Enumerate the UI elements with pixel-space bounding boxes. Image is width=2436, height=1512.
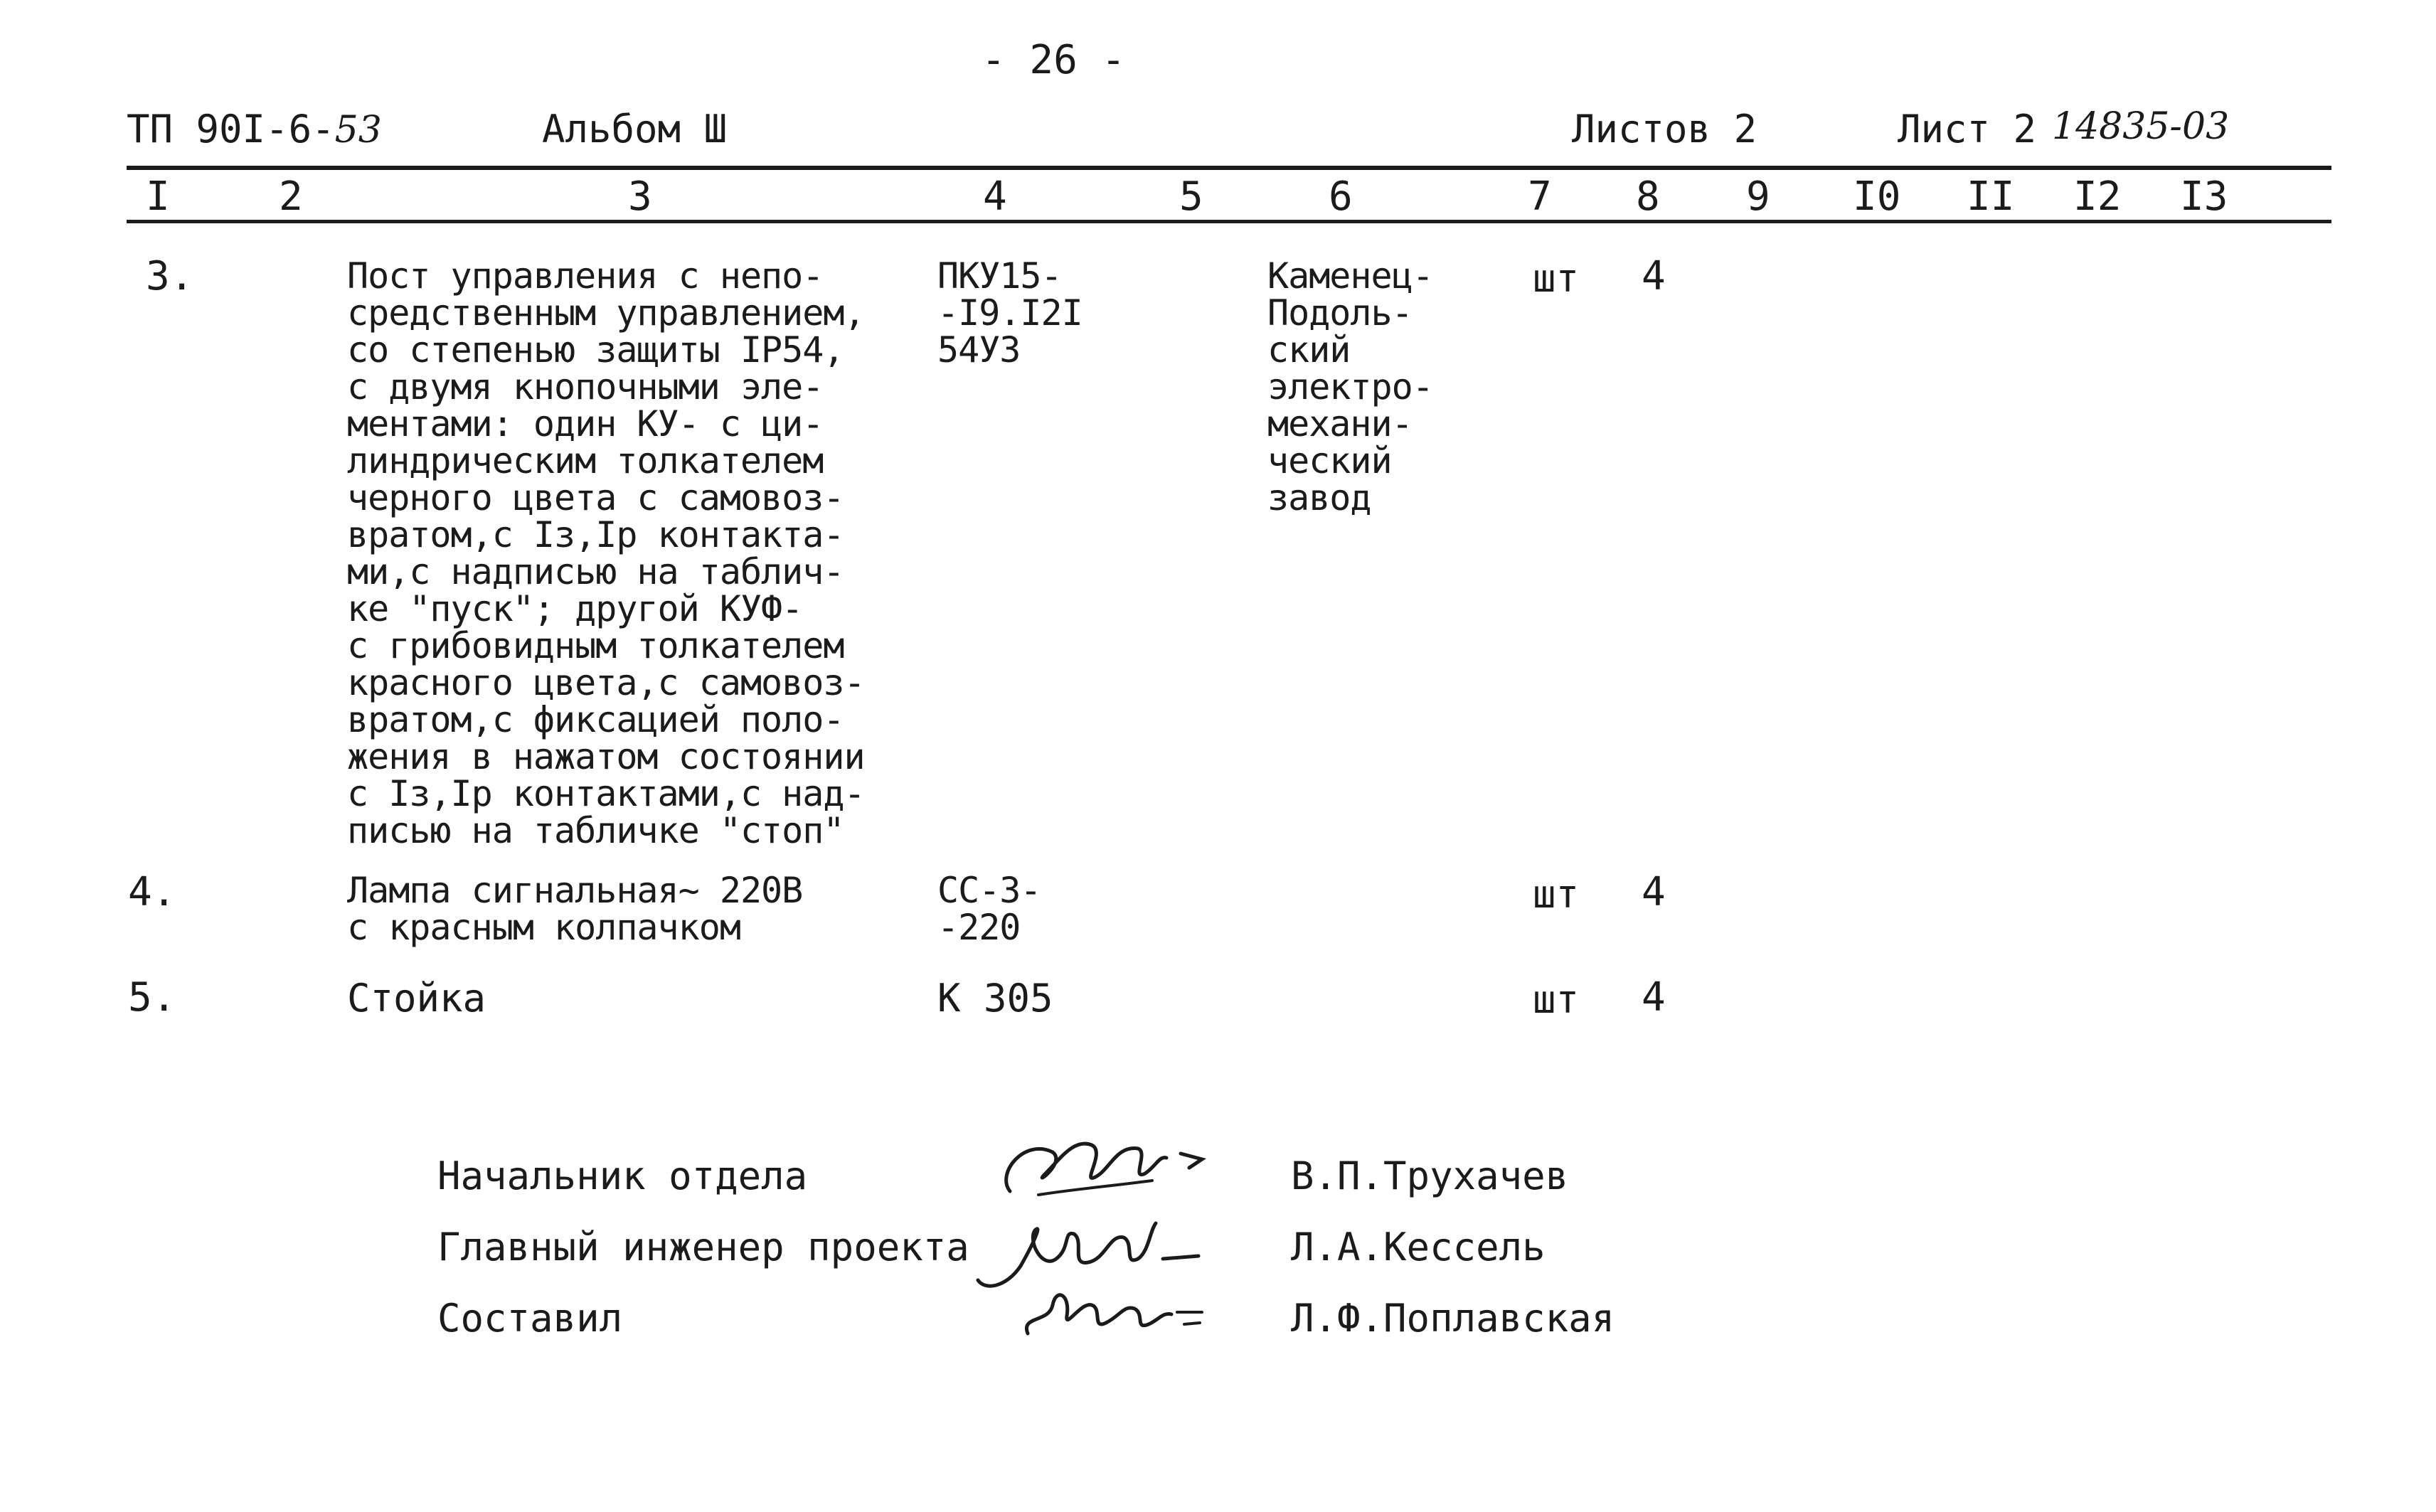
signature-1-graphic: [967, 1124, 1238, 1209]
col-header-13: I3: [2180, 174, 2228, 220]
signature-name-2: Л.А.Кессель: [1291, 1225, 1546, 1269]
row-3-type: ПКУ15- -I9.I2I 54У3: [937, 255, 1083, 371]
signature-role-3: Составил: [437, 1296, 623, 1341]
document-code-handwritten: 53: [334, 109, 382, 151]
sheet-number: Лист 2: [1898, 107, 2037, 151]
row-3-number: 3.: [146, 253, 194, 299]
col-header-6: 6: [1329, 174, 1353, 220]
col-header-1: I: [146, 174, 170, 220]
signature-name-1: В.П.Трухачев: [1291, 1154, 1569, 1198]
col-header-7: 7: [1528, 174, 1552, 220]
table-header-rule: [127, 220, 2331, 223]
col-header-2: 2: [279, 174, 303, 220]
row-4-unit: шт: [1533, 872, 1580, 917]
row-3-description: Пост управления с непо- средственным управлением, со степенью защиты IP54, с двумя кнопочными эле- ментами: один КУ- с ци- линдрическим толкателем черного цвета с самовоз- вратом,с Iз,Iр контакта- ми,с надписью на таблич- ке "пуск"; другой КУФ- с грибовидным толкателем красного цвета,с самовоз- вратом,с фиксацией поло- жения в нажатом состоянии с Iз,Iр контактами,с над- писью на табличке "стоп": [347, 255, 865, 851]
col-header-5: 5: [1179, 174, 1203, 220]
row-5-number: 5.: [128, 974, 176, 1021]
row-5-quantity: 4: [1642, 974, 1666, 1021]
row-5-description: Стойка: [347, 976, 486, 1021]
row-4-description: Лампа сигнальная~ 220В с красным колпачком: [347, 870, 803, 948]
row-4-quantity: 4: [1642, 869, 1666, 915]
col-header-9: 9: [1746, 174, 1770, 220]
table-top-rule: [127, 166, 2331, 170]
col-header-4: 4: [983, 174, 1007, 220]
col-header-12: I2: [2073, 174, 2122, 220]
row-5-unit: шт: [1533, 977, 1580, 1022]
row-4-type: СС-3- -220: [937, 870, 1041, 948]
page-number: - 26 -: [982, 37, 1126, 83]
row-3-quantity: 4: [1642, 253, 1666, 299]
inventory-number-handwritten: 14835-03: [2052, 105, 2230, 148]
col-header-8: 8: [1636, 174, 1660, 220]
col-header-10: I0: [1853, 174, 1901, 220]
col-header-3: 3: [628, 174, 652, 220]
signature-role-2: Главный инженер проекта: [437, 1225, 969, 1269]
row-3-manufacturer: Каменец- Подоль- ский электро- механи- ческий завод: [1267, 255, 1433, 518]
signature-3-graphic: [1014, 1273, 1241, 1351]
row-5-type: К 305: [937, 976, 1053, 1021]
row-4-number: 4.: [128, 869, 176, 915]
row-3-unit: шт: [1533, 256, 1580, 301]
signature-name-3: Л.Ф.Поплавская: [1291, 1296, 1615, 1341]
album-label: Альбом Ш: [542, 107, 728, 151]
sheets-total: Листов 2: [1572, 107, 1757, 151]
col-header-11: II: [1967, 174, 2015, 220]
document-code: [127, 107, 382, 151]
signature-role-1: Начальник отдела: [437, 1154, 808, 1198]
document-code-print: ТП 90I-6-: [127, 107, 335, 151]
